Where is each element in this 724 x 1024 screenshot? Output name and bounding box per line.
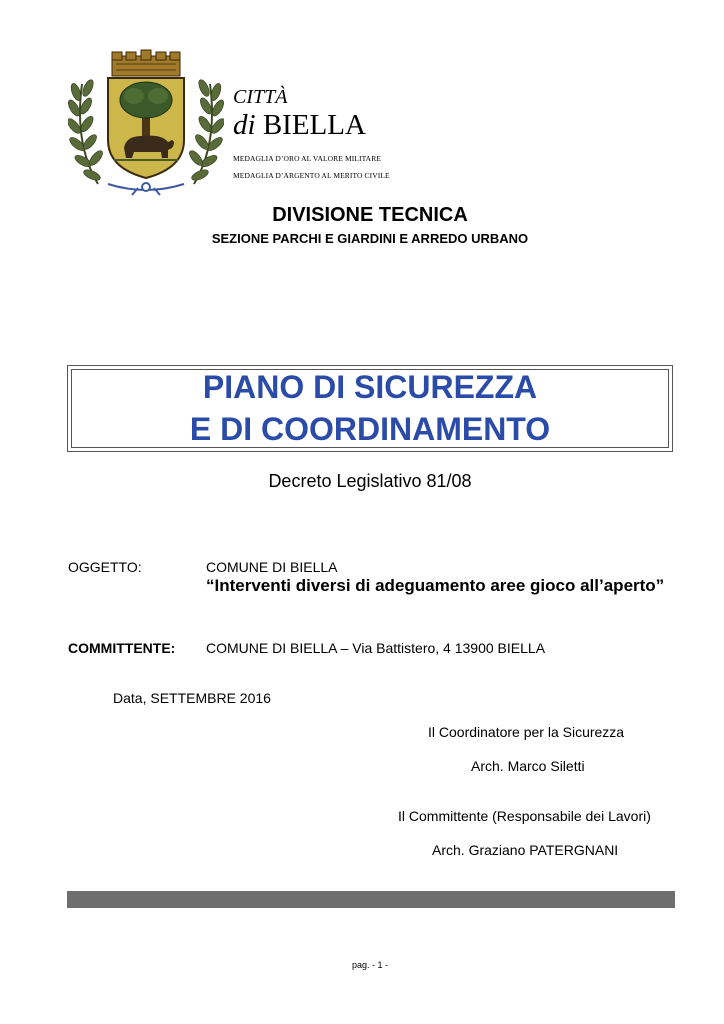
coordinator-title: Il Coordinatore per la Sicurezza xyxy=(428,724,625,740)
medal-line-2: MEDAGLIA D’ARGENTO AL MERITO CIVILE xyxy=(233,171,390,180)
division-title: DIVISIONE TECNICA xyxy=(272,204,468,226)
laurel-branch-left xyxy=(68,78,105,184)
shield-icon xyxy=(108,78,184,178)
client-representative-title: Il Committente (Responsabile dei Lavori) xyxy=(398,808,651,824)
medal-line-1: MEDAGLIA D’ORO AL VALORE MILITARE xyxy=(233,154,381,163)
client-label: COMMITTENTE: xyxy=(68,640,176,656)
document-title-line-2: E DI COORDINAMENTO xyxy=(189,411,551,447)
city-di: di xyxy=(233,109,256,141)
decree-reference: Decreto Legislativo 81/08 xyxy=(268,471,472,491)
ribbon-icon xyxy=(108,183,184,195)
city-name-line xyxy=(233,109,366,142)
subject-line-1: COMUNE DI BIELLA xyxy=(206,559,338,575)
page-number: pag. - 1 - xyxy=(351,960,389,970)
city-name: BIELLA xyxy=(262,109,366,141)
coordinator-name: Arch. Marco Siletti xyxy=(471,758,585,774)
client-representative-name: Arch. Graziano PATERGNANI xyxy=(432,842,619,858)
subject-label: OGGETTO: xyxy=(68,559,142,575)
city-prefix: CITTÀ xyxy=(233,86,288,108)
client-value: COMUNE DI BIELLA – Via Battistero, 4 13900 BIELLA xyxy=(206,640,546,656)
section-title: SEZIONE PARCHI E GIARDINI E ARREDO URBANO xyxy=(211,231,529,246)
mural-crown-icon xyxy=(112,50,180,76)
document-title-line-1: PIANO DI SICUREZZA xyxy=(202,369,538,405)
footer-divider-bar xyxy=(67,891,675,908)
subject-line-2: “Interventi diversi di adeguamento aree gioco all’aperto” xyxy=(206,576,665,595)
laurel-branch-right xyxy=(187,78,224,184)
document-date: Data, SETTEMBRE 2016 xyxy=(113,690,271,706)
city-coat-of-arms-icon xyxy=(68,44,224,196)
